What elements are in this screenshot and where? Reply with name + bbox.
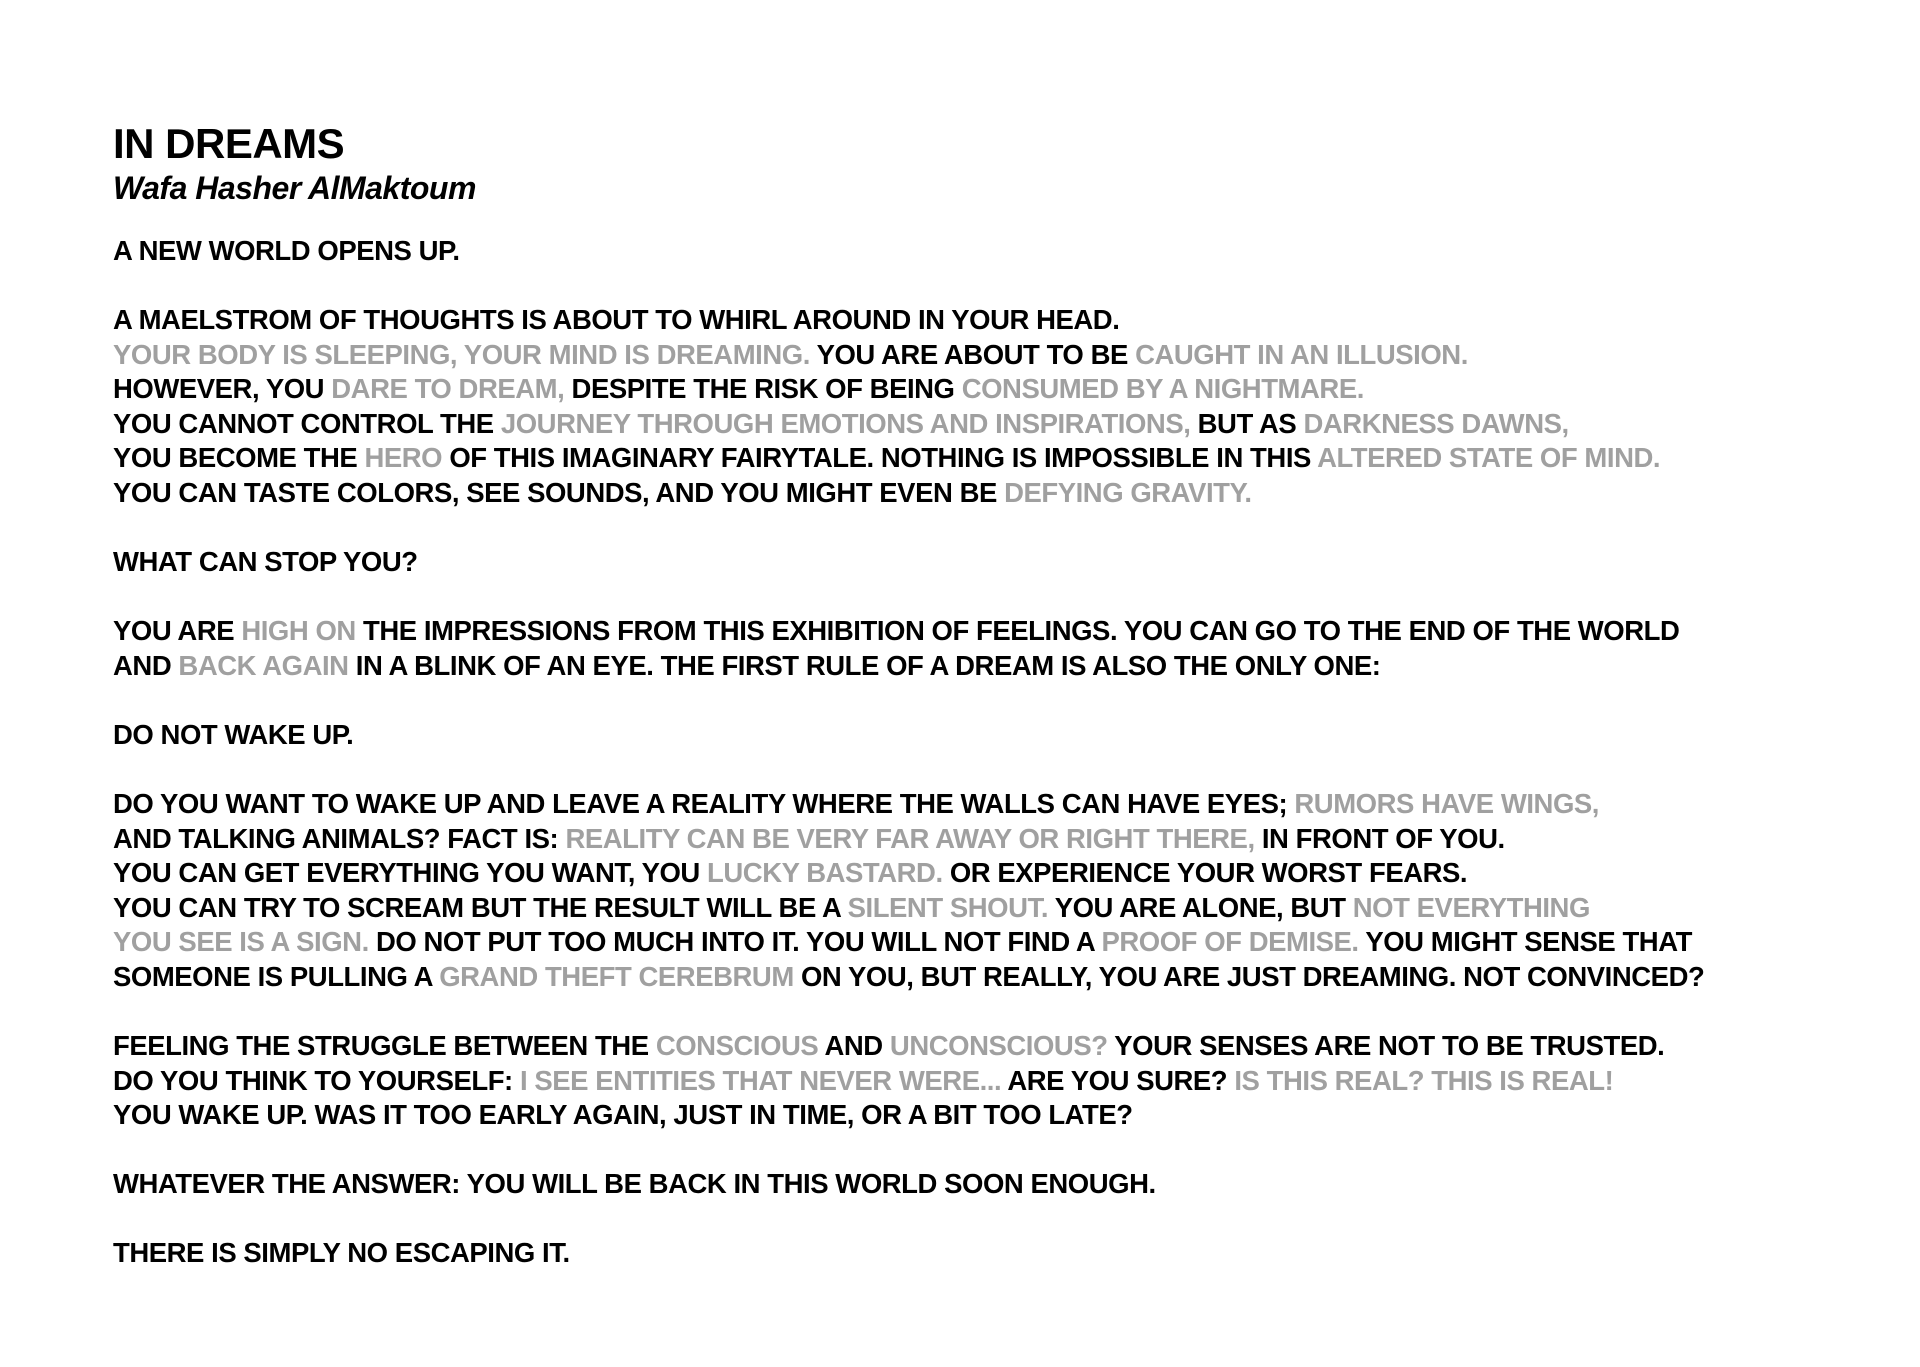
highlighted-phrase: YOU SEE IS A SIGN.: [113, 926, 369, 958]
poem-paragraph: [113, 303, 1893, 511]
text-phrase: YOU CAN GET EVERYTHING YOU WANT, YOU: [113, 857, 708, 889]
text-phrase: YOU MIGHT SENSE THAT: [1358, 926, 1692, 958]
highlighted-phrase: RUMORS HAVE WINGS,: [1294, 788, 1599, 820]
poem-line: [113, 960, 1893, 995]
text-phrase: YOU ARE ALONE, BUT: [1048, 891, 1353, 923]
highlighted-phrase: ALTERED STATE OF MIND.: [1317, 442, 1661, 474]
highlighted-phrase: IS THIS REAL? THIS IS REAL!: [1234, 1064, 1614, 1096]
poem-paragraph: [113, 1167, 1893, 1202]
text-phrase: THERE IS SIMPLY NO ESCAPING IT.: [113, 1237, 570, 1269]
text-phrase: YOU BECOME THE: [113, 442, 365, 474]
text-phrase: YOU CAN TRY TO SCREAM BUT THE RESULT WILL BE A: [113, 891, 848, 923]
text-phrase: IN FRONT OF YOU.: [1254, 822, 1505, 854]
text-phrase: AND: [818, 1030, 890, 1062]
poem-line: [113, 476, 1893, 511]
poem-line: [113, 441, 1893, 476]
text-phrase: DESPITE THE RISK OF BEING: [564, 373, 962, 405]
text-phrase: YOUR SENSES ARE NOT TO BE TRUSTED.: [1107, 1030, 1665, 1062]
poem-line: [113, 891, 1893, 926]
text-phrase: AND: [113, 649, 179, 681]
poem-line: [113, 545, 1893, 580]
text-phrase: DO NOT WAKE UP.: [113, 718, 354, 750]
highlighted-phrase: DEFYING GRAVITY.: [1004, 477, 1252, 509]
text-phrase: ON YOU, BUT REALLY, YOU ARE JUST DREAMING. NOT CONVINCED?: [793, 961, 1705, 992]
text-phrase: YOU ARE ABOUT TO BE: [809, 338, 1136, 370]
poem-line: [113, 925, 1893, 960]
poem-line: [113, 1098, 1893, 1133]
text-phrase: OF THIS IMAGINARY FAIRYTALE. NOTHING IS IMPOSSIBLE IN THIS: [442, 442, 1318, 474]
highlighted-phrase: NOT EVERYTHING: [1352, 891, 1590, 923]
highlighted-phrase: HIGH ON: [241, 615, 356, 647]
text-phrase: YOU WAKE UP. WAS IT TOO EARLY AGAIN, JUST IN TIME, OR A BIT TOO LATE?: [113, 1099, 1133, 1131]
highlighted-phrase: JOURNEY THROUGH EMOTIONS AND INSPIRATIONS,: [500, 407, 1191, 439]
text-phrase: ARE YOU SURE?: [1001, 1064, 1235, 1096]
poem-paragraph: [113, 787, 1893, 995]
highlighted-phrase: UNCONSCIOUS?: [889, 1030, 1108, 1062]
poem-paragraph: [113, 545, 1893, 580]
poem-line: [113, 649, 1893, 684]
text-phrase: THE IMPRESSIONS FROM THIS EXHIBITION OF FEELINGS. YOU CAN GO TO THE END OF THE WORLD: [355, 615, 1680, 647]
highlighted-phrase: DARE TO DREAM,: [331, 373, 565, 405]
text-phrase: YOU CAN TASTE COLORS, SEE SOUNDS, AND YOU MIGHT EVEN BE: [113, 477, 1005, 509]
poem-line: [113, 372, 1893, 407]
poem-paragraph: [113, 1029, 1893, 1133]
text-phrase: AND TALKING ANIMALS? FACT IS:: [113, 822, 566, 854]
highlighted-phrase: CONSCIOUS: [655, 1030, 819, 1062]
poem-line: [113, 338, 1893, 373]
text-phrase: DO NOT PUT TOO MUCH INTO IT. YOU WILL NOT FIND A: [368, 926, 1102, 958]
poem-paragraph: [113, 614, 1893, 683]
poem-title: IN DREAMS: [113, 120, 345, 167]
highlighted-phrase: CAUGHT IN AN ILLUSION.: [1135, 338, 1468, 370]
text-phrase: FEELING THE STRUGGLE BETWEEN THE: [113, 1030, 656, 1062]
text-phrase: DO YOU WANT TO WAKE UP AND LEAVE A REALITY WHERE THE WALLS CAN HAVE EYES;: [113, 788, 1295, 820]
highlighted-phrase: GRAND THEFT CEREBRUM: [439, 961, 794, 992]
poem-line: [113, 407, 1893, 442]
poem-body: [113, 234, 1893, 1271]
highlighted-phrase: DARKNESS DAWNS,: [1303, 407, 1569, 439]
poem-line: [113, 787, 1893, 822]
poem-author: Wafa Hasher AlMaktoum: [113, 170, 476, 206]
poem-line: [113, 822, 1893, 857]
highlighted-phrase: HERO: [364, 442, 443, 474]
highlighted-phrase: BACK AGAIN: [178, 649, 349, 681]
poem-paragraph: [113, 1236, 1893, 1271]
poem-line: [113, 234, 1893, 269]
text-phrase: IN A BLINK OF AN EYE. THE FIRST RULE OF A DREAM IS ALSO THE ONLY ONE:: [348, 649, 1381, 681]
poem-paragraph: [113, 718, 1893, 753]
text-phrase: WHATEVER THE ANSWER: YOU WILL BE BACK IN THIS WORLD SOON ENOUGH.: [113, 1168, 1156, 1200]
poem-line: [113, 303, 1893, 338]
poem-page: [113, 120, 1893, 1306]
text-phrase: WHAT CAN STOP YOU?: [113, 546, 418, 578]
text-phrase: BUT AS: [1190, 407, 1304, 439]
text-phrase: HOWEVER, YOU: [113, 373, 332, 405]
highlighted-phrase: CONSUMED BY A NIGHTMARE.: [961, 373, 1364, 405]
highlighted-phrase: LUCKY BASTARD.: [707, 857, 943, 889]
poem-paragraph: [113, 234, 1893, 269]
text-phrase: A NEW WORLD OPENS UP.: [113, 235, 460, 266]
text-phrase: OR EXPERIENCE YOUR WORST FEARS.: [942, 857, 1468, 889]
text-phrase: YOU CANNOT CONTROL THE: [113, 407, 501, 439]
poem-line: [113, 1236, 1893, 1271]
poem-line: [113, 856, 1893, 891]
highlighted-phrase: YOUR BODY IS SLEEPING, YOUR MIND IS DREAMING.: [113, 338, 810, 370]
poem-line: [113, 1167, 1893, 1202]
text-phrase: A MAELSTROM OF THOUGHTS IS ABOUT TO WHIRL AROUND IN YOUR HEAD.: [113, 304, 1120, 336]
poem-line: [113, 1064, 1893, 1099]
highlighted-phrase: REALITY CAN BE VERY FAR AWAY OR RIGHT THERE,: [565, 822, 1255, 854]
poem-line: [113, 614, 1893, 649]
text-phrase: YOU ARE: [113, 615, 242, 647]
highlighted-phrase: PROOF OF DEMISE.: [1101, 926, 1359, 958]
text-phrase: DO YOU THINK TO YOURSELF:: [113, 1064, 520, 1096]
text-phrase: SOMEONE IS PULLING A: [113, 961, 440, 992]
poem-line: [113, 1029, 1893, 1064]
highlighted-phrase: SILENT SHOUT.: [847, 891, 1049, 923]
highlighted-phrase: I SEE ENTITIES THAT NEVER WERE...: [519, 1064, 1002, 1096]
poem-line: [113, 718, 1893, 753]
